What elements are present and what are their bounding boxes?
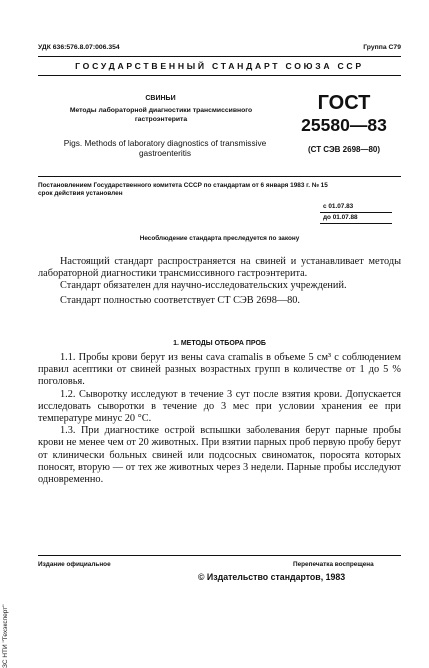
udk-code: УДК 636:576.8.07:006.354: [38, 44, 120, 51]
intro-paragraph-compliance: Стандарт полностью соответствует СТ СЭВ 2698—80.: [60, 294, 301, 306]
gos-standard-banner: ГОСУДАРСТВЕННЫЙ СТАНДАРТ СОЮЗА ССР: [75, 61, 364, 71]
gost-number: 25580—83: [301, 115, 387, 135]
validity-from: с 01.07.83: [323, 203, 354, 210]
validity-rule: [320, 212, 392, 213]
group-code: Группа С79: [363, 44, 401, 51]
gost-label: ГОСТ: [317, 92, 371, 114]
legal-warning: Несоблюдение стандарта преследуется по закону: [139, 235, 300, 242]
title-russian: Методы лабораторной диагностики трансмиссивного гастроэнтерита: [69, 107, 253, 123]
header-rule-top: [38, 56, 401, 57]
validity-rule-bottom: [320, 223, 392, 224]
side-stamp: ЗС НТИ "Техэксперт": [2, 604, 9, 668]
clause-1-1: 1.1. Пробы крови берут из вены cava cramalis в объеме 5 см³ с соблюдением правил асептики от свиней разных возрастных групп в количестве от 1 до 5 % поголовья.: [38, 352, 401, 388]
st-sev-code: (СТ СЭВ 2698—80): [307, 145, 381, 154]
decree-text: Постановлением Государственного комитета СССР по стандартам от 6 января 1983 г. № 15 срок действия установлен: [38, 182, 328, 197]
section-1-title: 1. МЕТОДЫ ОТБОРА ПРОБ: [173, 340, 266, 347]
header-rule-bottom: [38, 75, 401, 76]
section-1-body: [38, 352, 401, 486]
intro-paragraph-mandatory: Стандарт обязателен для научно-исследовательских учреждений.: [60, 280, 347, 292]
copyright: © Издательство стандартов, 1983: [198, 572, 346, 582]
clause-1-2: 1.2. Сыворотку исследуют в течение 3 сут после взятия крови. Допускается исследовать сыворотки в течение до 3 мес при условии хранения ее при температуре минус 20 °С.: [38, 388, 401, 425]
title-english: Pigs. Methods of laboratory diagnostics of transmissive gastroenteritis: [63, 138, 267, 158]
official-edition: Издание официальное: [38, 561, 111, 568]
footer-rule: [38, 555, 401, 556]
intro-paragraph-scope: Настоящий стандарт распространяется на свиней и устанавливает методы лабораторной диагностики трансмиссивного гастроэнтерита.: [38, 256, 401, 280]
validity-to: до 01.07.88: [323, 214, 358, 221]
title-rule: [38, 176, 401, 177]
subject-heading: СВИНЬИ: [145, 95, 176, 102]
intro-block: [38, 256, 401, 307]
clause-1-3: 1.3. При диагностике острой вспышки заболевания берут парные пробы крови не менее чем от 20 животных. При взятии парных проб первую пробу берут от клинически больных свиней или подсосных свиноматок, поросята которых поносят, вторую — от тех же животных через 3 недели. Парные пробы исследуют одновременно.: [38, 425, 401, 486]
reprint-notice: Перепечатка воспрещена: [293, 561, 374, 568]
